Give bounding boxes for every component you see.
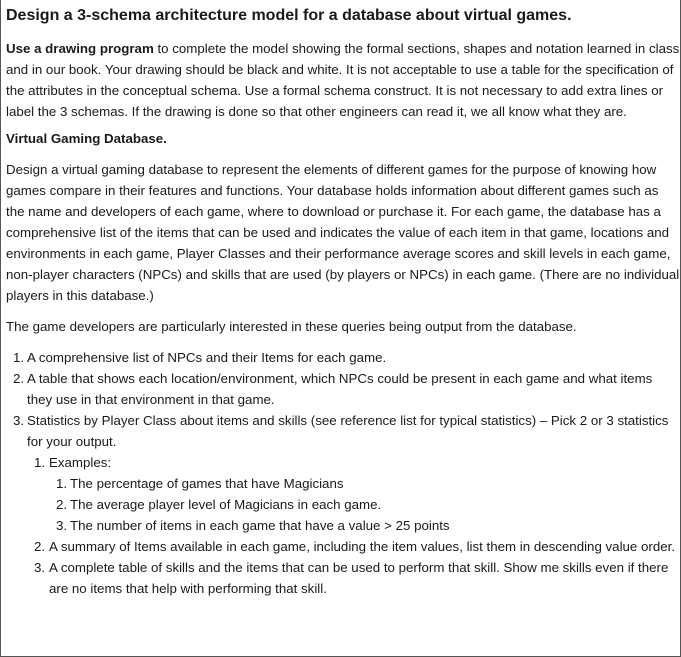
list-item-text: A summary of Items available in each game, including the item values, list them in descending value order. bbox=[49, 539, 676, 554]
list-item bbox=[6, 494, 680, 515]
queries-list bbox=[6, 347, 680, 599]
list-item bbox=[6, 410, 680, 452]
list-item bbox=[6, 557, 680, 599]
queries-intro: The game developers are particularly interested in these queries being output from the database. bbox=[6, 319, 577, 334]
list-item-text: A comprehensive list of NPCs and their Items for each game. bbox=[27, 350, 387, 365]
description-paragraph: Design a virtual gaming database to represent the elements of different games for the purpose of knowing how games compare in their features and functions. Your database holds information about different games such as the name and developers of each game, where to download or purchase it. For each game, the database has a comprehensive list of the items that can be used and indicates the value of each item in that game, locations and environments in each game, Player Classes and their performance average scores and skill levels in each game, non-player characters (NPCs) and skills that are used (by players or NPCs) in each game. (There are no individual players in this database.) bbox=[6, 162, 680, 303]
list-item-text: The average player level of Magicians in each game. bbox=[70, 497, 382, 512]
list-item bbox=[6, 536, 680, 557]
list-number: 1. bbox=[13, 350, 25, 365]
intro-bold-lead: Use a drawing program bbox=[6, 41, 154, 56]
list-item bbox=[6, 347, 680, 368]
list-item bbox=[6, 473, 680, 494]
list-number: 3. bbox=[34, 560, 46, 575]
list-item-text: A table that shows each location/environment, which NPCs could be present in each game and what items they use in that environment in that game. bbox=[27, 371, 653, 407]
list-item bbox=[6, 368, 680, 410]
list-number: 2. bbox=[13, 371, 25, 386]
list-item-text: Examples: bbox=[49, 455, 112, 470]
list-item bbox=[6, 452, 680, 473]
list-number: 2. bbox=[34, 539, 46, 554]
list-number: 3. bbox=[13, 413, 25, 428]
list-number: 1. bbox=[56, 476, 68, 491]
list-number: 3. bbox=[56, 518, 68, 533]
intro-text: to complete the model showing the formal sections, shapes and notation learned in class and in our book. Your drawing should be black and white. It is not acceptable to use a table for the specification of the attributes in the conceptual schema. Use a formal schema construct. It is not necessary to add extra lines or label the 3 schemas. If the drawing is done so that other engineers can read it, we all know what they are. bbox=[6, 41, 680, 119]
list-number: 2. bbox=[56, 497, 68, 512]
list-item bbox=[6, 515, 680, 536]
page-title: Design a 3-schema architecture model for a database about virtual games. bbox=[6, 7, 572, 24]
intro-paragraph bbox=[6, 38, 680, 122]
list-number: 1. bbox=[34, 455, 46, 470]
list-item-text: Statistics by Player Class about items and skills (see reference list for typical statistics) – Pick 2 or 3 statistics for your output. bbox=[27, 413, 669, 449]
list-item-text: A complete table of skills and the items that can be used to perform that skill. Show me skills even if there are no items that help with performing that skill. bbox=[49, 560, 669, 596]
list-item-text: The percentage of games that have Magicians bbox=[70, 476, 344, 491]
list-item-text: The number of items in each game that have a value > 25 points bbox=[70, 518, 450, 533]
section-heading: Virtual Gaming Database. bbox=[6, 131, 167, 146]
